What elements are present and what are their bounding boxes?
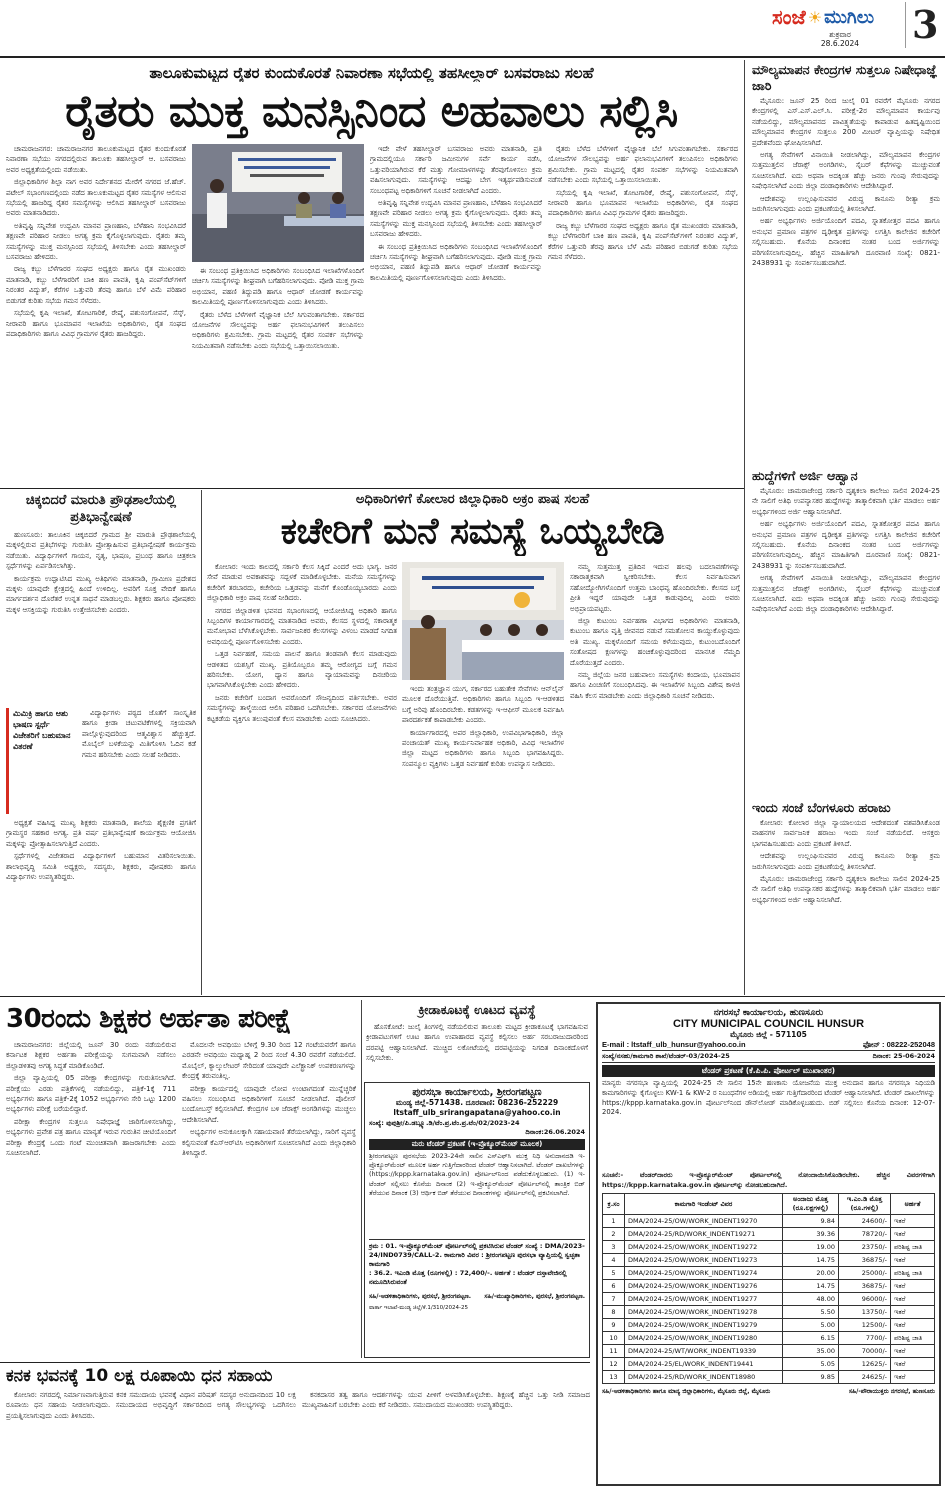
story4-para: ಪರೀಕ್ಷಾ ಕಾರ್ಯದಲ್ಲಿ ಯಾವುದೇ ಲೋಪ ಉಂಟಾಗದಂತೆ ಮುನ್ನೆಚ್ಚರಿಕೆ ವಹಿಸಲು ಸಂಬಂಧಿಸಿದ ಅಧಿಕಾರಿಗಳಿಗೆ ಸೂಚನೆ ನೀಡಲಾಗಿದೆ. ಪೊಲೀಸ್ ಬಂದೋಬಸ್ತ್ ಕಲ್ಪಿಸಲಾಗಿದೆ. ಕೇಂದ್ರಗಳ ಬಳಿ ಜೆರಾಕ್ಸ್ ಅಂಗಡಿಗಳನ್ನು ಮುಚ್ಚಲು ಆದೇಶಿಸಲಾಗಿದೆ. — [182, 1084, 356, 1124]
column-divider — [201, 490, 202, 995]
sidebar3-para: ಮೈಸೂರು: ಚಾಮರಾಜೇಂದ್ರ ಸರ್ಕಾರಿ ದೃಶ್ಯಕಲಾ ಕಾಲೇಜು ಸಾಲಿನ 2024-25 ನೇ ಸಾಲಿಗೆ ಅತಿಥಿ ಉಪನ್ಯಾಸಕರ ಹುದ್ದೆಗಳನ್ನು ತಾತ್ಕಾಲಿಕವಾಗಿ ಭರ್ತಿ ಮಾಡಲು ಅರ್ಹ ಅಭ್ಯರ್ಥಿಗಳಿಂದ ಅರ್ಜಿ ಆಹ್ವಾನಿಸಲಾಗಿದೆ. — [752, 875, 940, 904]
story5-para: ಕೋಲಾರ: ನಗರದಲ್ಲಿ ನಿರ್ಮಾಣವಾಗುತ್ತಿರುವ ಕನಕ ಸಮುದಾಯ ಭವನಕ್ಕೆ ವಿಧಾನ ಪರಿಷತ್ ಸದಸ್ಯರ ಅನುದಾನದಿಂದ 10 ಲಕ್ಷ ರೂಪಾಯಿ ಧನ ಸಹಾಯ ನೀಡಲಾಗುವುದು. ಸಮುದಾಯದ ಅಭಿವೃದ್ಧಿಗೆ ಸರ್ಕಾರದಿಂದ ಅಗತ್ಯ ಸೌಲಭ್ಯಗಳನ್ನು ಒದಗಿಸಲು ಪ್ರಯತ್ನಿಸಲಾಗುವುದು ಎಂದು ತಿಳಿಸಿದರು. — [6, 1391, 296, 1420]
table-header: ಕ್ರ.ಸಂ — [603, 1194, 625, 1215]
section-rule — [0, 488, 744, 489]
sidebar1-para: ಅಗತ್ಯ ಸೇವೆಗಳಿಗೆ ವಿನಾಯಿತಿ ನೀಡಲಾಗಿದ್ದು, ಮೌಲ್ಯಮಾಪನ ಕೇಂದ್ರಗಳ ಸುತ್ತಮುತ್ತಲಿನ ಜೆರಾಕ್ಸ್ ಅಂಗಡಿಗಳು, ಸೈಬರ್ ಕೆಫೆಗಳನ್ನು ಮುಚ್ಚುವಂತೆ ಸೂಚಿಸಲಾಗಿದೆ. ಐದು ಅಥವಾ ಅದಕ್ಕಿಂತ ಹೆಚ್ಚು ಜನರು ಗುಂಪು ಸೇರುವುದನ್ನು ನಿಷೇಧಿಸಲಾಗಿದೆ ಎಂದು ಜಿಲ್ಲಾ ದಂಡಾಧಿಕಾರಿಗಳು ಆದೇಶಿಸಿದ್ದಾರೆ. — [752, 151, 940, 191]
story3-para: ಕೋಲಾರ: ಇಂದು ಕಾಲದಲ್ಲಿ ಸರ್ಕಾರಿ ಕೆಲಸ ಸಿಕ್ಕಿದೆ ಎಂದರೆ ಅದು ಭಾಗ್ಯ. ಜನರ ಸೇವೆ ಮಾಡುವ ಅವಕಾಶವನ್ನು ಸದ್ಬಳಕೆ ಮಾಡಿಕೊಳ್ಳಬೇಕು. ಮನೆಯ ಸಮಸ್ಯೆಗಳನ್ನು ಕಚೇರಿಗೆ ತರಬಾರದು, ಕಚೇರಿಯ ಒತ್ತಡವನ್ನು ಮನೆಗೆ ಕೊಂಡೊಯ್ಯಬಾರದು ಎಂದು ಜಿಲ್ಲಾಧಿಕಾರಿ ಅಕ್ರಂ ಪಾಷ ಸಲಹೆ ನೀಡಿದರು. — [207, 563, 397, 603]
table-cell-class: ಇತರೆ — [891, 1215, 935, 1228]
table-cell-no: 3 — [603, 1241, 625, 1254]
issue-date-value: 28.6.2024 — [820, 39, 860, 48]
table-cell-class: ಪರಿಶಿಷ್ಟ ಜಾತಿ — [891, 1267, 935, 1280]
table-cell-class: ಇತರೆ — [891, 1358, 935, 1371]
story3-para: ಇಂದು ತಂತ್ರಜ್ಞಾನ ಯುಗ, ಸರ್ಕಾರದ ಬಹುತೇಕ ಸೇವೆಗಳು ಆನ್‌ಲೈನ್ ಮೂಲಕ ದೊರೆಯುತ್ತಿವೆ. ಅಧಿಕಾರಿಗಳು ಹಾಗೂ ಸಿಬ್ಬಂದಿ ಇ-ಆಡಳಿತದ ಬಗ್ಗೆ ಅರಿವು ಹೊಂದಿರಬೇಕು. ಕಡತಗಳನ್ನು ಇ-ಆಫೀಸ್ ಮೂಲಕ ನಿರ್ವಹಿಸಿ ಪಾರದರ್ಶಕತೆ ಕಾಪಾಡಬೇಕು ಎಂದರು. — [402, 685, 564, 725]
table-cell-emd: 96000/- — [839, 1293, 891, 1306]
lead-para: ಸಭೆಯಲ್ಲಿ ಕೃಷಿ ಇಲಾಖೆ, ತೋಟಗಾರಿಕೆ, ರೇಷ್ಮೆ, ಪಶುಸಂಗೋಪನೆ, ಸೆಸ್ಕ್, ನೀರಾವರಿ ಹಾಗೂ ಭೂಮಾಪನ ಇಲಾಖೆಯ ಅಧಿಕಾರಿಗಳು, ರೈತ ಸಂಘದ ಪದಾಧಿಕಾರಿಗಳು ಹಾಗೂ ವಿವಿಧ ಗ್ರಾಮಗಳ ರೈತರು ಹಾಜರಿದ್ದರು. — [548, 188, 738, 218]
ad3-sign2: ಸಹಿ/-ಪೌರಾಯುಕ್ತರು ನಗರಸಭೆ, ಹುಣಸೂರು — [848, 1388, 935, 1395]
table-cell-indent: DMA/2024-25/EL/WORK_INDENT19441 — [625, 1358, 783, 1371]
table-row — [603, 1254, 935, 1267]
table-cell-indent: DMA/2024-25/RD/WORK_INDENT18980 — [625, 1371, 783, 1384]
table-cell-no: 1 — [603, 1215, 625, 1228]
story3-headline: ಕಚೇರಿಗೆ ಮನೆ ಸಮಸ್ಯೆ ಒಯ್ಯಬೇಡಿ — [280, 511, 665, 552]
story3-para: ಜಿಲ್ಲಾ ಕುಟುಂಬ ನಿರ್ವಹಣಾ ವಿಭಾಗದ ಅಧಿಕಾರಿಗಳು ಮಾತನಾಡಿ, ಕುಟುಂಬ ಹಾಗೂ ವೃತ್ತಿ ಜೀವನದ ನಡುವೆ ಸಮತೋಲನ ಕಾಯ್ದುಕೊಳ್ಳುವುದು ಅತಿ ಮುಖ್ಯ. ಮಕ್ಕಳೊಂದಿಗೆ ಸಮಯ ಕಳೆಯುವುದು, ಕುಟುಂಬದೊಂದಿಗೆ ಸಂತೋಷದ ಕ್ಷಣಗಳನ್ನು ಹಂಚಿಕೊಳ್ಳುವುದರಿಂದ ಮಾನಸಿಕ ನೆಮ್ಮದಿ ದೊರೆಯುತ್ತದೆ ಎಂದರು. — [570, 617, 740, 667]
ad3-sign1: ಸಹಿ/-ಆಡಳಿತಾಧಿಕಾರಿಗಳು ಹಾಗೂ ಮಾನ್ಯ ಜಿಲ್ಲಾಧಿಕಾರಿಗಳು, ಮೈಸೂರು ಜಿಲ್ಲೆ, ಮೈಸೂರು — [602, 1388, 771, 1395]
table-cell-indent: DMA/2024-25/OW/WORK_INDENT19276 — [625, 1280, 783, 1293]
story2-caption: ಮಿಮಿಕ್ರಿ ಹಾಗೂ ಆಶು ಭಾಷಣ ಸ್ಪರ್ಧೆ ವಿಜೇತರಿಗೆ ಬಹುಮಾನ ವಿತರಣೆ — [6, 708, 78, 814]
ad1-para: ಹೊಸಕೋಟೆ: ಜುಲೈ ತಿಂಗಳಲ್ಲಿ ನಡೆಯಲಿರುವ ತಾಲೂಕು ಮಟ್ಟದ ಕ್ರೀಡಾಕೂಟಕ್ಕೆ ಭಾಗವಹಿಸುವ ಕ್ರೀಡಾಪಟುಗಳಿಗೆ ಊಟ ಹಾಗೂ ಉಪಾಹಾರದ ವ್ಯವಸ್ಥೆ ಕಲ್ಪಿಸಲು ಅರ್ಹ ಸರಬರಾಜುದಾರರಿಂದ ದರಪಟ್ಟಿ ಆಹ್ವಾನಿಸಲಾಗಿದೆ. ಮುಚ್ಚಿದ ಲಕೋಟೆಯಲ್ಲಿ ದರಪಟ್ಟಿಯನ್ನು ನಿಗದಿತ ದಿನಾಂಕದೊಳಗೆ ಸಲ್ಲಿಸಬೇಕು. — [366, 1023, 588, 1063]
lead-para: ಈ ಸಂಬಂಧ ಪ್ರತಿಕ್ರಿಯಿಸಿದ ಅಧಿಕಾರಿಗಳು ಸಂಬಂಧಿಸಿದ ಇಲಾಖೆಗಳೊಂದಿಗೆ ಚರ್ಚಿಸಿ ಸಮಸ್ಯೆಗಳನ್ನು ಶೀಘ್ರವಾಗಿ ಬಗೆಹರಿಸಲಾಗುವುದು. ಪೋಡಿ ಮುಕ್ತ ಗ್ರಾಮ ಅಭಿಯಾನ, ಪಹಣಿ ತಿದ್ದುಪಡಿ ಹಾಗೂ ಆಧಾರ್ ಜೋಡಣೆ ಕಾರ್ಯವನ್ನು ಕಾಲಮಿತಿಯಲ್ಲಿ ಪೂರ್ಣಗೊಳಿಸಲಾಗುವುದು ಎಂದು ತಿಳಿಸಿದರು. — [192, 267, 364, 307]
table-cell-no: 8 — [603, 1306, 625, 1319]
story3-para: ಕಾರ್ಯಾಗಾರದಲ್ಲಿ ಅಪರ ಜಿಲ್ಲಾಧಿಕಾರಿ, ಉಪವಿಭಾಗಾಧಿಕಾರಿ, ಜಿಲ್ಲಾ ಪಂಚಾಯತ್ ಮುಖ್ಯ ಕಾರ್ಯನಿರ್ವಾಹಕ ಅಧಿಕಾರಿ, ವಿವಿಧ ಇಲಾಖೆಗಳ ಜಿಲ್ಲಾ ಮಟ್ಟದ ಅಧಿಕಾರಿಗಳು ಹಾಗೂ ಸಿಬ್ಬಂದಿ ಭಾಗವಹಿಸಿದ್ದರು. ಸಂಪನ್ಮೂಲ ವ್ಯಕ್ತಿಗಳು ಒತ್ತಡ ನಿರ್ವಹಣೆ ಕುರಿತು ಉಪನ್ಯಾಸ ನೀಡಿದರು. — [402, 728, 564, 768]
sidebar3-body — [752, 818, 940, 993]
lead-para: ಅತಿವೃಷ್ಟಿ ಸನ್ನಿವೇಶ ಉದ್ಭವಿಸಿ ಮಾನವ ಪ್ರಾಣಹಾನಿ, ಬೆಳೆಹಾನಿ ಸಂಭವಿಸಿದರೆ ತಕ್ಷಣವೇ ಪರಿಹಾರ ನೀಡಲು ಅಗತ್ಯ ಕ್ರಮ ಕೈಗೊಳ್ಳಲಾಗುವುದು. ರೈತರು ತಮ್ಮ ಸಮಸ್ಯೆಗಳನ್ನು ಮುಕ್ತ ಮನಸ್ಸಿನಿಂದ ಸಭೆಯಲ್ಲಿ ತಿಳಿಸಬೇಕು ಎಂದು ತಹಸೀಲ್ದಾರ್ ಬಸವರಾಜು ಹೇಳಿದರು. — [6, 221, 186, 262]
story3-col3 — [570, 562, 740, 982]
table-cell-amount: 39.36 — [783, 1228, 839, 1241]
table-header: ಕಾಮಗಾರಿ ಇಂಡೆಂಟ್ ವಿವರ — [625, 1194, 783, 1215]
table-header: ಅಂದಾಜು ಮೊತ್ತ (ರೂ.ಲಕ್ಷಗಳಲ್ಲಿ) — [783, 1194, 839, 1215]
story3-kicker: ಅಧಿಕಾರಿಗಳಿಗೆ ಕೋಲಾರ ಜಿಲ್ಲಾಧಿಕಾರಿ ಅಕ್ರಂ ಪಾಷ ಸಲಹೆ — [355, 492, 590, 507]
story5-col2 — [302, 1390, 590, 1486]
table-cell-class: ಇತರೆ — [891, 1254, 935, 1267]
ad3-tender-box — [596, 1002, 941, 1486]
sidebar1-headline: ಮೌಲ್ಯಮಾಪನ ಕೇಂದ್ರಗಳ ಸುತ್ತಲೂ ನಿಷೇಧಾಜ್ಞೆ ಜಾರಿ — [752, 62, 938, 93]
ad2-row2: : 36.2. ಇಎಂಡಿ ಮೊತ್ತ (ರೂಗಳಲ್ಲಿ) : 72,400/-. ಅರ್ಹತೆ : ಟೆಂಡರ್ ದಸ್ತಾವೇಜಿನಲ್ಲಿ ನಮೂದಿಸಿರುವಂತೆ — [369, 1269, 567, 1286]
ad2-footer: ವಾರ್ತಾ ಇಲಾಖೆ-ಮಂಡ್ಯ ಜಿಲ್ಲೆ/ಕೆ.1/310/2024-25 — [369, 1305, 469, 1311]
lead-para: ರೈತರು ಬೆಳೆದ ಬೆಳೆಗಳಿಗೆ ವೈಜ್ಞಾನಿಕ ಬೆಲೆ ಸಿಗುವಂತಾಗಬೇಕು. ಸರ್ಕಾರದ ಯೋಜನೆಗಳ ಸೌಲಭ್ಯವನ್ನು ಅರ್ಹ ಫಲಾನುಭವಿಗಳಿಗೆ ತಲುಪಿಸಲು ಅಧಿಕಾರಿಗಳು ಶ್ರಮಿಸಬೇಕು. ಗ್ರಾಮ ಮಟ್ಟದಲ್ಲಿ ರೈತರ ಸಂಪರ್ಕ ಸಭೆಗಳನ್ನು ನಿಯಮಿತವಾಗಿ ನಡೆಸಬೇಕು ಎಂದು ಸಭೆಯಲ್ಲಿ ಒತ್ತಾಯಿಸಲಾಯಿತು. — [192, 310, 364, 350]
lead-col4 — [548, 144, 738, 484]
ad3-banner: ಟೆಂಡರ್ ಪ್ರಕಟಣೆ (ಕೆ.ಪಿ.ಪಿ. ಪೋರ್ಟಲ್ ಮುಖಾಂತರ) — [602, 1065, 935, 1077]
table-cell-indent: DMA/2024-25/OW/WORK_INDENT19270 — [625, 1215, 783, 1228]
sidebar1-body — [752, 96, 940, 462]
table-header: ಅರ್ಹತೆ — [891, 1194, 935, 1215]
story2-para: ಅಧ್ಯಕ್ಷತೆ ವಹಿಸಿದ್ದ ಮುಖ್ಯ ಶಿಕ್ಷಕರು ಮಾತನಾಡಿ, ಶಾಲೆಯ ಶೈಕ್ಷಣಿಕ ಪ್ರಗತಿಗೆ ಗ್ರಾಮಸ್ಥರ ಸಹಕಾರ ಅಗತ್ಯ. ಪ್ರತಿ ವರ್ಷ ಪ್ರತಿಭಾನ್ವೇಷಣೆ ಕಾರ್ಯಕ್ರಮ ಆಯೋಜಿಸಿ ಮಕ್ಕಳನ್ನು ಪ್ರೋತ್ಸಾಹಿಸಲಾಗುತ್ತಿದೆ ಎಂದರು. — [6, 819, 196, 848]
ad2-address: ಮಂಡ್ಯ ಜಿಲ್ಲೆ-571438. ದೂರವಾಣಿ: 08236-252229 — [395, 1098, 559, 1107]
table-row — [603, 1215, 935, 1228]
table-row — [603, 1228, 935, 1241]
ad3-note: ಸೂಚನೆ:- ಟೆಂಡರ್‌ದಾರರು ಇ-ಪ್ರೊಕ್ಯೂರ್‌ಮೆಂಟ್ ಪೋರ್ಟಲ್‌ನಲ್ಲಿ ನೋಂದಾಯಿಸಿಕೊಂಡಿರಬೇಕು. ಹೆಚ್ಚಿನ ವಿವರಗಳಿಗಾಗಿ https://kppp.karnataka.gov.in ಪೋರ್ಟಲ್‌ನ್ನು ನೋಡಬಹುದಾಗಿದೆ. — [602, 1171, 935, 1189]
table-cell-class: ಪರಿಶಿಷ್ಟ ಜಾತಿ — [891, 1241, 935, 1254]
ad2-email: ltstaff_ulb_srirangapatana@yahoo.co.in — [393, 1108, 561, 1117]
sidebar3-para: ಕೋಲಾರ: ಕೋಲಾರ ಜಿಲ್ಲಾ ನ್ಯಾಯಾಲಯದ ಆದೇಶದಂತೆ ವಶಪಡಿಸಿಕೊಂಡ ವಾಹನಗಳ ಸಾರ್ವಜನಿಕ ಹರಾಜು ಇಂದು ಸಂಜೆ ನಡೆಯಲಿದೆ. ಆಸಕ್ತರು ಭಾಗವಹಿಸಬಹುದು ಎಂದು ಪ್ರಕಟಣೆ ತಿಳಿಸಿದೆ. — [752, 819, 940, 848]
ad1-body — [366, 1022, 588, 1078]
lead-para: ಸಭೆಯಲ್ಲಿ ಕೃಷಿ ಇಲಾಖೆ, ತೋಟಗಾರಿಕೆ, ರೇಷ್ಮೆ, ಪಶುಸಂಗೋಪನೆ, ಸೆಸ್ಕ್, ನೀರಾವರಿ ಹಾಗೂ ಭೂಮಾಪನ ಇಲಾಖೆಯ ಅಧಿಕಾರಿಗಳು, ರೈತ ಸಂಘದ ಪದಾಧಿಕಾರಿಗಳು ಹಾಗೂ ವಿವಿಧ ಗ್ರಾಮಗಳ ರೈತರು ಹಾಜರಿದ್ದರು. — [6, 309, 186, 338]
table-cell-no: 5 — [603, 1267, 625, 1280]
table-cell-no: 4 — [603, 1254, 625, 1267]
lead-para: ಚಾಮರಾಜನಗರ: ಚಾಮರಾಜನಗರ ತಾಲೂಕುಮಟ್ಟದ ರೈತರ ಕುಂದುಕೊರತೆ ನಿವಾರಣಾ ಸಭೆಯು ನಗರದಲ್ಲಿರುವ ತಾಲೂಕು ತಹಸೀಲ್ದಾರ್ ಆ. ಬಸವರಾಜು ಅವರ ಅಧ್ಯಕ್ಷತೆಯಲ್ಲಿಂದು ನಡೆಯಿತು. — [6, 145, 186, 174]
table-cell-class: ಇತರೆ — [891, 1228, 935, 1241]
ad2-banner: ಮರು ಟೆಂಡರ್ ಪ್ರಕಟಣೆ (ಇ-ಪ್ರೊಕ್ಯೂರ್‌ಮೆಂಟ್ ಮೂಲಕ) — [369, 1139, 585, 1150]
table-cell-indent: DMA/2024-25/OW/WORK_INDENT19280 — [625, 1332, 783, 1345]
table-cell-class: ಇತರೆ — [891, 1319, 935, 1332]
story3-para: ನಗರದ ಜಿಲ್ಲಾಡಳಿತ ಭವನದ ಸಭಾಂಗಣದಲ್ಲಿ ಆಯೋಜಿಸಿದ್ದ ಅಧಿಕಾರಿ ಹಾಗೂ ಸಿಬ್ಬಂದಿಗಳ ಕಾರ್ಯಾಗಾರದಲ್ಲಿ ಮಾತನಾಡಿದ ಅವರು, ಕೆಲಸದ ಸ್ಥಳದಲ್ಲಿ ಸಕಾರಾತ್ಮಕ ಮನೋಭಾವ ಬೆಳೆಸಿಕೊಳ್ಳಬೇಕು. ಸಾರ್ವಜನಿಕರ ಕೆಲಸಗಳನ್ನು ವಿಳಂಬ ಮಾಡದೆ ನಿಗದಿತ ಅವಧಿಯಲ್ಲಿ ಪೂರ್ಣಗೊಳಿಸಬೇಕು ಎಂದರು. — [207, 606, 397, 646]
story2-para: ಕಾರ್ಯಕ್ರಮ ಉದ್ಘಾಟಿಸಿದ ಮುಖ್ಯ ಅತಿಥಿಗಳು ಮಾತನಾಡಿ, ಗ್ರಾಮೀಣ ಪ್ರದೇಶದ ಮಕ್ಕಳು ಯಾವುದೇ ಕ್ಷೇತ್ರದಲ್ಲಿ ಹಿಂದೆ ಉಳಿದಿಲ್ಲ. ಅವರಿಗೆ ಸೂಕ್ತ ವೇದಿಕೆ ಹಾಗೂ ಮಾರ್ಗದರ್ಶನ ದೊರೆತರೆ ಉನ್ನತ ಸಾಧನೆ ಮಾಡಬಲ್ಲರು. ಶಿಕ್ಷಕರು ಹಾಗೂ ಪೋಷಕರು ಮಕ್ಕಳ ಆಸಕ್ತಿಯನ್ನು ಗುರುತಿಸಿ ಉತ್ತೇಜಿಸಬೇಕು ಎಂದರು. — [6, 574, 196, 614]
table-cell-emd: 12500/- — [839, 1319, 891, 1332]
table-cell-emd: 70000/- — [839, 1345, 891, 1358]
table-cell-emd: 24600/- — [839, 1215, 891, 1228]
lead-para: ಅತಿವೃಷ್ಟಿ ಸನ್ನಿವೇಶ ಉದ್ಭವಿಸಿ ಮಾನವ ಪ್ರಾಣಹಾನಿ, ಬೆಳೆಹಾನಿ ಸಂಭವಿಸಿದರೆ ತಕ್ಷಣವೇ ಪರಿಹಾರ ನೀಡಲು ಅಗತ್ಯ ಕ್ರಮ ಕೈಗೊಳ್ಳಲಾಗುವುದು. ರೈತರು ತಮ್ಮ ಸಮಸ್ಯೆಗಳನ್ನು ಮುಕ್ತ ಮನಸ್ಸಿನಿಂದ ಸಭೆಯಲ್ಲಿ ತಿಳಿಸಬೇಕು ಎಂದು ತಹಸೀಲ್ದಾರ್ ಬಸವರಾಜು ಹೇಳಿದರು. — [370, 199, 542, 239]
story2-headline: ಚಿಕ್ಕಬಿದರೆ ಮಾರುತಿ ಪ್ರೌಢಶಾಲೆಯಲ್ಲಿ ಪ್ರತಿಭಾನ್ವೇಷಣೆ — [25, 493, 177, 525]
table-cell-indent: DMA/2024-25/OW/WORK_INDENT19272 — [625, 1241, 783, 1254]
table-cell-amount: 35.00 — [783, 1345, 839, 1358]
ad2-row1: ಕ್ರಮ : 01. ಇ-ಪ್ರೊಕ್ಯೂರ್‌ಮೆಂಟ್ ಪೋರ್ಟಲ್‌ನಲ್ಲಿ ಪ್ರಕಟಿಸಿರುವ ಟೆಂಡರ್ ಸಂಖ್ಯೆ : DMA/2023-24/IND0739/CALL-2. ಕಾಮಗಾರಿ ವಿವರ : ಶ್ರೀರಂಗಪಟ್ಟಣ ಪುರಸಭಾ ವ್ಯಾಪ್ತಿಯಲ್ಲಿ ಸ್ವಚ್ಛತಾ ಕಾಮಗಾರಿ — [369, 1239, 585, 1269]
table-row — [603, 1306, 935, 1319]
lead-col1 — [6, 144, 186, 484]
table-cell-indent: DMA/2024-25/OW/WORK_INDENT19273 — [625, 1254, 783, 1267]
table-cell-no: 6 — [603, 1280, 625, 1293]
story2-body-bottom — [6, 818, 196, 978]
lead-kicker: ತಾಲೂಕುಮಟ್ಟದ ರೈತರ ಕುಂದುಕೊರತೆ ನಿವಾರಣಾ ಸಭೆಯಲ್ಲಿ ತಹಸೀಲ್ದಾರ್ ಬಸವರಾಜು ಸಲಹೆ — [149, 64, 594, 82]
table-cell-amount: 5.50 — [783, 1306, 839, 1319]
story4-para: ಪರೀಕ್ಷಾ ಕೇಂದ್ರಗಳ ಸುತ್ತಲೂ ನಿಷೇಧಾಜ್ಞೆ ಜಾರಿಗೊಳಿಸಲಾಗಿದ್ದು, ಅಭ್ಯರ್ಥಿಗಳು ಪ್ರವೇಶ ಪತ್ರ ಹಾಗೂ ಮಾನ್ಯತೆ ಇರುವ ಗುರುತಿನ ಚೀಟಿಯೊಂದಿಗೆ ಪರೀಕ್ಷಾ ಕೇಂದ್ರಕ್ಕೆ ಒಂದು ಗಂಟೆ ಮುಂಚಿತವಾಗಿ ಹಾಜರಾಗಬೇಕು ಎಂದು ಸೂಚಿಸಲಾಗಿದೆ. — [6, 1117, 176, 1158]
page-number: 3 — [905, 2, 938, 48]
issue-day: ಶುಕ್ರವಾರ — [829, 30, 851, 39]
table-cell-amount: 9.85 — [783, 1371, 839, 1384]
lead-para: ಈ ಸಂಬಂಧ ಪ್ರತಿಕ್ರಿಯಿಸಿದ ಅಧಿಕಾರಿಗಳು ಸಂಬಂಧಿಸಿದ ಇಲಾಖೆಗಳೊಂದಿಗೆ ಚರ್ಚಿಸಿ ಸಮಸ್ಯೆಗಳನ್ನು ಶೀಘ್ರವಾಗಿ ಬಗೆಹರಿಸಲಾಗುವುದು. ಪೋಡಿ ಮುಕ್ತ ಗ್ರಾಮ ಅಭಿಯಾನ, ಪಹಣಿ ತಿದ್ದುಪಡಿ ಹಾಗೂ ಆಧಾರ್ ಜೋಡಣೆ ಕಾರ್ಯವನ್ನು ಕಾಲಮಿತಿಯಲ್ಲಿ ಪೂರ್ಣಗೊಳಿಸಲಾಗುವುದು ಎಂದು ತಿಳಿಸಿದರು. — [370, 242, 542, 282]
sidebar1-para: ಮೈಸೂರು: ಜೂನ್ 25 ರಿಂದ ಜುಲೈ 01 ರವರೆಗೆ ಮೈಸೂರು ನಗರದ ಕೇಂದ್ರಗಳಲ್ಲಿ ಎಸ್.ಎಸ್.ಎಲ್.ಸಿ. ಪರೀಕ್ಷೆ-2ರ ಮೌಲ್ಯಮಾಪನ ಕಾರ್ಯವು ನಡೆಯಲಿದ್ದು, ಮೌಲ್ಯಮಾಪನದ ಪಾವಿತ್ರ್ಯತೆಯನ್ನು ಕಾಪಾಡುವ ಹಿತದೃಷ್ಟಿಯಿಂದ ಮೌಲ್ಯಮಾಪನ ಕೇಂದ್ರಗಳ ಸುತ್ತಲೂ 200 ಮೀಟರ್ ವ್ಯಾಪ್ತಿಯನ್ನು ನಿಷೇಧಿತ ಪ್ರದೇಶವೆಂದು ಘೋಷಿಸಲಾಗಿದೆ. — [752, 97, 940, 147]
table-cell-amount: 5.00 — [783, 1319, 839, 1332]
story3-para: ಒತ್ತಡ ನಿರ್ವಹಣೆ, ಸಮಯ ಪಾಲನೆ ಹಾಗೂ ತಂಡವಾಗಿ ಕೆಲಸ ಮಾಡುವುದು ಆಡಳಿತದ ಯಶಸ್ಸಿಗೆ ಮುಖ್ಯ. ಪ್ರತಿಯೊಬ್ಬರೂ ತಮ್ಮ ಆರೋಗ್ಯದ ಬಗ್ಗೆ ಗಮನ ಹರಿಸಬೇಕು. ಯೋಗ, ಧ್ಯಾನ ಹಾಗೂ ವ್ಯಾಯಾಮವನ್ನು ದಿನಚರಿಯ ಭಾಗವಾಗಿಸಿಕೊಳ್ಳಬೇಕು ಎಂದು ಹೇಳಿದರು. — [207, 650, 397, 690]
story3-photo — [402, 562, 564, 680]
story3-para: ನಮ್ಮ ಸುತ್ತಮುತ್ತ ಪ್ರತಿದಿನ ಇದುವ ಹಲವು ಬದಲಾವಣೆಗಳನ್ನು ಸಕಾರಾತ್ಮಕವಾಗಿ ಸ್ವೀಕರಿಸಬೇಕು. ಕೆಲಸ ನಿರ್ವಹಿಸುವಾಗ ಸಹೋದ್ಯೋಗಿಗಳೊಂದಿಗೆ ಉತ್ತಮ ಬಾಂಧವ್ಯ ಹೊಂದಿರಬೇಕು. ಕೆಲಸದ ಬಗ್ಗೆ ಪ್ರೀತಿ ಇದ್ದರೆ ಯಾವುದೇ ಒತ್ತಡ ಕಾಡುವುದಿಲ್ಲ ಎಂದು ಅವರು ಅಭಿಪ್ರಾಯಪಟ್ಟರು. — [570, 563, 740, 613]
table-cell-amount: 48.00 — [783, 1293, 839, 1306]
table-cell-no: 11 — [603, 1345, 625, 1358]
lead-col3 — [370, 144, 542, 484]
lead-para: ಇದೇ ವೇಳೆ ತಹಸೀಲ್ದಾರ್ ಬಸವರಾಜು ಅವರು ಮಾತನಾಡಿ, ಪ್ರತಿ ಗ್ರಾಮದಲ್ಲಿಯೂ ಸರ್ಕಾರಿ ಜಮೀನುಗಳ ಸರ್ವೆ ಕಾರ್ಯ ನಡೆಸಿ, ಒತ್ತುವರಿಯಾಗಿರುವ ಕೆರೆ ಮತ್ತು ಗೋಮಾಳಗಳನ್ನು ತೆರವುಗೊಳಿಸಲು ಕ್ರಮ ವಹಿಸಲಾಗುವುದು. ಸಮಸ್ಯೆಗಳನ್ನು ಆದಷ್ಟು ಬೇಗ ಇತ್ಯರ್ಥಪಡಿಸುವಂತೆ ಸಂಬಂಧಪಟ್ಟ ಅಧಿಕಾರಿಗಳಿಗೆ ಸೂಚನೆ ನೀಡಲಾಗಿದೆ ಎಂದರು. — [370, 145, 542, 195]
table-cell-emd: 7700/- — [839, 1332, 891, 1345]
newspaper-logo — [772, 4, 900, 30]
lead-para: ಜಿಲ್ಲಾಧಿಕಾರಿಗಳ ಶಿಲ್ಪಾ ನಾಗ ಅವರ ನಿರ್ದೇಶನದ ಮೇರೆಗೆ ನಗರದ ಜೆ.ಹೆಚ್. ಪಟೇಲ್ ಸಭಾಂಗಣದಲ್ಲಿಂದು ನಡೆದ ತಾಲೂಕುಮಟ್ಟದ ರೈತರ ಸಮಸ್ಯೆಗಳ ಆಲಿಸುವ ಸಭೆಯಲ್ಲಿ ಹಾಜರಿದ್ದ ರೈತರ ಸಮಸ್ಯೆಗಳನ್ನು ಆಲಿಸಿದ ತಹಸೀಲ್ದಾರ್ ಬಸವರಾಜು ಅವರು ಮಾತನಾಡಿದರು. — [6, 178, 186, 218]
column-divider — [361, 1000, 362, 1358]
table-row — [603, 1358, 935, 1371]
table-cell-amount: 19.00 — [783, 1241, 839, 1254]
ad2-ref: ಸಂಖ್ಯೆ: ಪುಪುಶ್ರೀ/ಪಿ.ಡಬ್ಲ್ಯೂ.ಡಿ/ಟೆಂ.ಪ್ರ.ಟೆಂ.ಪ್ರ.ಟೆಂ/02/2023-24 — [369, 1119, 520, 1127]
table-cell-emd: 23750/- — [839, 1241, 891, 1254]
ad3-date: ದಿನಾಂಕ: 25-06-2024 — [872, 1052, 935, 1060]
ad3-phone: ಫೋನ್ : 08222-252048 — [862, 1040, 935, 1049]
story2-para: ಸ್ಪರ್ಧೆಗಳಲ್ಲಿ ವಿಜೇತರಾದ ವಿದ್ಯಾರ್ಥಿಗಳಿಗೆ ಬಹುಮಾನ ವಿತರಿಸಲಾಯಿತು. ಶಾಲಾಭಿವೃದ್ಧಿ ಸಮಿತಿ ಅಧ್ಯಕ್ಷರು, ಸದಸ್ಯರು, ಶಿಕ್ಷಕರು, ಪೋಷಕರು ಹಾಗೂ ವಿದ್ಯಾರ್ಥಿಗಳು ಉಪಸ್ಥಿತರಿದ್ದರು. — [6, 852, 196, 882]
table-row — [603, 1280, 935, 1293]
table-cell-amount: 6.15 — [783, 1332, 839, 1345]
sidebar3-headline: ಇಂದು ಸಂಜೆ ಬೆಂಗಳೂರು ಹರಾಜು — [752, 800, 891, 815]
table-cell-indent: DMA/2024-25/RD/WORK_INDENT19271 — [625, 1228, 783, 1241]
issue-date — [790, 30, 890, 48]
table-cell-emd: 24625/- — [839, 1371, 891, 1384]
table-cell-indent: DMA/2024-25/OW/WORK_INDENT19279 — [625, 1319, 783, 1332]
table-cell-no: 12 — [603, 1358, 625, 1371]
ad3-body: ಮಾನ್ಯರು ನಗರಸಭಾ ವ್ಯಾಪ್ತಿಯಲ್ಲಿ 2024-25 ನೇ ಸಾಲಿನ 15ನೇ ಹಣಕಾಸು ಯೋಜನೆಯ ಮುಕ್ತ ಅನುದಾನ ಹಾಗೂ ನಗರಸಭಾ ನಿಧಿಯಡಿ ಕಾಮಗಾರಿಗಳನ್ನು ಕೈಗೊಳ್ಳಲು KW-1 & KW-2 ರ ನಿಬಂಧನೆಗಳ ಅಡಿಯಲ್ಲಿ ಅರ್ಹ ಗುತ್ತಿಗೆದಾರರಿಂದ ಟೆಂಡರ್ ಆಹ್ವಾನಿಸಲಾಗಿದೆ. ಟೆಂಡರ್ ದಾಖಲೆಗಳನ್ನು https://kppp.karnataka.gov.in ಪೋರ್ಟಲ್‌ನಿಂದ ಡೌನ್‌ಲೋಡ್ ಮಾಡಿಕೊಳ್ಳಬಹುದು. ಬಿಡ್ ಸಲ್ಲಿಸಲು ಕೊನೆಯ ದಿನಾಂಕ: 12-07-2024. — [602, 1079, 935, 1117]
sidebar2-body — [752, 486, 940, 792]
story4-col2 — [182, 1040, 356, 1358]
table-cell-emd: 78720/- — [839, 1228, 891, 1241]
ad2-sign1: ಸಹಿ/-ಆಡಳಿತಾಧಿಕಾರಿಗಳು, ಪುರಸಭೆ, ಶ್ರೀರಂಗಪಟ್ಟಣ. — [369, 1293, 472, 1300]
story3-para: ನಮ್ಮ ಜಿಲ್ಲೆಯ ಜನರ ಬಹುಪಾಲು ಸಮಸ್ಯೆಗಳು ಕಂದಾಯ, ಭೂಮಾಪನ ಹಾಗೂ ಪಿಂಚಣಿಗೆ ಸಂಬಂಧಿಸಿದವು. ಈ ಇಲಾಖೆಗಳ ಸಿಬ್ಬಂದಿ ವಿಶೇಷ ಕಾಳಜಿ ವಹಿಸಿ ಕೆಲಸ ಮಾಡಬೇಕು ಎಂದು ಜಿಲ್ಲಾಧಿಕಾರಿ ಸೂಚನೆ ನೀಡಿದರು. — [570, 671, 740, 700]
ad3-district: ಮೈಸೂರು ಜಿಲ್ಲೆ - 571105 — [730, 1030, 807, 1039]
table-cell-class: ಇತರೆ — [891, 1371, 935, 1384]
table-header: ಇ.ಎಂ.ಡಿ ಮೊತ್ತ (ರೂ.ಗಳಲ್ಲಿ) — [839, 1194, 891, 1215]
ad3-ref: ಸಂಖ್ಯೆ/ನಸಹು/ಕಾಮಗಾರಿ ಶಾಖೆ/ಟೆಂಡರ್-03/2024-25 — [602, 1052, 730, 1060]
ad2-body: ಶ್ರೀರಂಗಪಟ್ಟಣ ಪುರಸಭೆಯ 2023-24ನೇ ಸಾಲಿನ ಎಸ್‌ಎಫ್‌ಸಿ ಮುಕ್ತ ನಿಧಿ ಅನುದಾನದಡಿ ಇ-ಪ್ರೊಕ್ಯೂರ್‌ಮೆಂಟ್ ಮೂಲಕ ಅರ್ಹ ಗುತ್ತಿಗೆದಾರರಿಂದ ಟೆಂಡರ್ ಆಹ್ವಾನಿಸಲಾಗಿದೆ. ಟೆಂಡರ್ ದಾಖಲೆಗಳನ್ನು (https://kppp.karnataka.gov.in) ಪೋರ್ಟಲ್‌ನಿಂದ ಪಡೆದುಕೊಳ್ಳಬಹುದು. (1) ಇ-ಟೆಂಡರ್ ಸಲ್ಲಿಸಲು ಕೊನೆಯ ದಿನಾಂಕ (2) ಇ-ಪ್ರೊಕ್ಯೂರ್‌ಮೆಂಟ್ ಪೋರ್ಟಲ್‌ನಲ್ಲಿ ತಾಂತ್ರಿಕ ಬಿಡ್ ತೆರೆಯುವ ದಿನಾಂಕ (3) ಆರ್ಥಿಕ ಬಿಡ್ ತೆರೆಯುವ ದಿನಾಂಕಗಳನ್ನು ಪೋರ್ಟಲ್‌ನಲ್ಲಿ ಪ್ರಕಟಿಸಲಾಗಿದೆ. — [369, 1152, 585, 1197]
ad3-tender-table — [602, 1193, 935, 1384]
sun-icon: ☀ — [807, 7, 823, 27]
story4-para: ಚಾಮರಾಜನಗರ: ಜಿಲ್ಲೆಯಲ್ಲಿ ಜೂನ್ 30 ರಂದು ನಡೆಯಲಿರುವ ಕರ್ನಾಟಕ ಶಿಕ್ಷಕರ ಅರ್ಹತಾ ಪರೀಕ್ಷೆಯನ್ನು ಸುಗಮವಾಗಿ ನಡೆಸಲು ಜಿಲ್ಲಾಡಳಿತವು ಅಗತ್ಯ ಸಿದ್ಧತೆ ಮಾಡಿಕೊಂಡಿದೆ. — [6, 1041, 176, 1070]
ad2-date: ದಿನಾಂಕ:26.06.2024 — [525, 1128, 585, 1136]
table-cell-indent: DMA/2024-25/OW/WORK_INDENT19274 — [625, 1267, 783, 1280]
ad3-org-kn: ನಗರಸಭೆ ಕಾರ್ಯಾಲಯ, ಹುಣಸೂರು — [713, 1008, 824, 1018]
table-cell-emd: 25000/- — [839, 1267, 891, 1280]
ad2-sign2: ಸಹಿ/-ಮುಖ್ಯಾಧಿಕಾರಿಗಳು, ಪುರಸಭೆ, ಶ್ರೀರಂಗಪಟ್ಟಣ. — [484, 1293, 585, 1300]
story4-para: ಮೊದಲನೇ ಅವಧಿಯು ಬೆಳಿಗ್ಗೆ 9.30 ರಿಂದ 12 ಗಂಟೆಯವರೆಗೆ ಹಾಗೂ ಎರಡನೇ ಅವಧಿಯು ಮಧ್ಯಾಹ್ನ 2 ರಿಂದ ಸಂಜೆ 4.30 ರವರೆಗೆ ನಡೆಯಲಿದೆ. ಮೊಬೈಲ್, ಕ್ಯಾಲ್ಕುಲೇಟರ್ ಸೇರಿದಂತೆ ಯಾವುದೇ ಎಲೆಕ್ಟ್ರಾನಿಕ್ ಉಪಕರಣಗಳನ್ನು ಕೇಂದ್ರಕ್ಕೆ ತರುವಂತಿಲ್ಲ. — [182, 1041, 356, 1081]
lead-photo — [192, 144, 364, 262]
table-row — [603, 1241, 935, 1254]
table-row — [603, 1293, 935, 1306]
table-cell-no: 10 — [603, 1332, 625, 1345]
table-cell-class: ಇತರೆ — [891, 1293, 935, 1306]
table-cell-class: ಇತರೆ — [891, 1306, 935, 1319]
story2-body-top — [6, 530, 196, 700]
sidebar2-para: ಅಗತ್ಯ ಸೇವೆಗಳಿಗೆ ವಿನಾಯಿತಿ ನೀಡಲಾಗಿದ್ದು, ಮೌಲ್ಯಮಾಪನ ಕೇಂದ್ರಗಳ ಸುತ್ತಮುತ್ತಲಿನ ಜೆರಾಕ್ಸ್ ಅಂಗಡಿಗಳು, ಸೈಬರ್ ಕೆಫೆಗಳನ್ನು ಮುಚ್ಚುವಂತೆ ಸೂಚಿಸಲಾಗಿದೆ. ಐದು ಅಥವಾ ಅದಕ್ಕಿಂತ ಹೆಚ್ಚು ಜನರು ಗುಂಪು ಸೇರುವುದನ್ನು ನಿಷೇಧಿಸಲಾಗಿದೆ ಎಂದು ಜಿಲ್ಲಾ ದಂಡಾಧಿಕಾರಿಗಳು ಆದೇಶಿಸಿದ್ದಾರೆ. — [752, 574, 940, 614]
lead-headline: ರೈತರು ಮುಕ್ತ ಮನಸ್ಸಿನಿಂದ ಅಹವಾಲು ಸಲ್ಲಿಸಿ — [65, 86, 678, 137]
sidebar3-para: ಆದೇಶವನ್ನು ಉಲ್ಲಂಘಿಸುವವರ ವಿರುದ್ಧ ಕಾನೂನು ರೀತ್ಯಾ ಕ್ರಮ ಜರುಗಿಸಲಾಗುವುದು ಎಂದು ಪ್ರಕಟಣೆಯಲ್ಲಿ ತಿಳಿಸಲಾಗಿದೆ. — [752, 852, 940, 871]
table-row — [603, 1319, 935, 1332]
masthead-rule — [0, 56, 945, 58]
table-row — [603, 1345, 935, 1358]
sidebar-divider — [744, 60, 745, 995]
logo-part2: ಮುಗಿಲು — [824, 6, 875, 28]
table-cell-amount: 14.75 — [783, 1280, 839, 1293]
table-row — [603, 1267, 935, 1280]
story5-para: ಕನಕದಾಸರ ತತ್ವ ಹಾಗೂ ಆದರ್ಶಗಳನ್ನು ಯುವ ಪೀಳಿಗೆ ಅಳವಡಿಸಿಕೊಳ್ಳಬೇಕು. ಶಿಕ್ಷಣಕ್ಕೆ ಹೆಚ್ಚಿನ ಒತ್ತು ನೀಡಿ ಸಮಾಜದ ಮುಖ್ಯವಾಹಿನಿಗೆ ಬರಬೇಕು ಎಂದು ಕರೆ ನೀಡಿದರು. ಸಮುದಾಯದ ಮುಖಂಡರು ಉಪಸ್ಥಿತರಿದ್ದರು. — [302, 1391, 590, 1410]
lead-para: ರಾಜ್ಯ ಕಬ್ಬು ಬೆಳೆಗಾರರ ಸಂಘದ ಅಧ್ಯಕ್ಷರು ಹಾಗೂ ರೈತ ಮುಖಂಡರು ಮಾತನಾಡಿ, ಕಬ್ಬು ಬೆಳೆಗಾರರಿಗೆ ಬಾಕಿ ಹಣ ಪಾವತಿ, ಕೃಷಿ ಪಂಪ್‌ಸೆಟ್‌ಗಳಿಗೆ ನಿರಂತರ ವಿದ್ಯುತ್, ಕೆರೆಗಳ ಒತ್ತುವರಿ ತೆರವು ಹಾಗೂ ಬೆಳೆ ವಿಮೆ ಪರಿಹಾರ ಬಿಡುಗಡೆ ಕುರಿತು ಸಭೆಯ ಗಮನ ಸೆಳೆದರು. — [6, 265, 186, 305]
table-cell-indent: DMA/2024-25/WT/WORK_INDENT19339 — [625, 1345, 783, 1358]
story4-col1 — [6, 1040, 176, 1358]
sidebar2-para: ಅರ್ಹ ಅಭ್ಯರ್ಥಿಗಳು ಅರ್ಜಿಯೊಂದಿಗೆ ಪದವಿ, ಸ್ನಾತಕೋತ್ತರ ಪದವಿ ಹಾಗೂ ಅನುಭವ ಪ್ರಮಾಣ ಪತ್ರಗಳ ದೃಢೀಕೃತ ಪ್ರತಿಗಳನ್ನು ಲಗತ್ತಿಸಿ ಕಾಲೇಜಿನ ಕಚೇರಿಗೆ ಸಲ್ಲಿಸಬಹುದು. ಕೊನೆಯ ದಿನಾಂಕದ ನಂತರ ಬಂದ ಅರ್ಜಿಗಳನ್ನು ಪರಿಗಣಿಸಲಾಗುವುದಿಲ್ಲ. ಹೆಚ್ಚಿನ ಮಾಹಿತಿಗಾಗಿ ದೂರವಾಣಿ ಸಂಖ್ಯೆ: 0821-2438931 ನ್ನು ಸಂಪರ್ಕಿಸಬಹುದಾಗಿದೆ. — [752, 520, 940, 570]
table-row — [603, 1332, 935, 1345]
table-row — [603, 1371, 935, 1384]
table-cell-amount: 20.00 — [783, 1267, 839, 1280]
sidebar1-para: ಅರ್ಹ ಅಭ್ಯರ್ಥಿಗಳು ಅರ್ಜಿಯೊಂದಿಗೆ ಪದವಿ, ಸ್ನಾತಕೋತ್ತರ ಪದವಿ ಹಾಗೂ ಅನುಭವ ಪ್ರಮಾಣ ಪತ್ರಗಳ ದೃಢೀಕೃತ ಪ್ರತಿಗಳನ್ನು ಲಗತ್ತಿಸಿ ಕಾಲೇಜಿನ ಕಚೇರಿಗೆ ಸಲ್ಲಿಸಬಹುದು. ಕೊನೆಯ ದಿನಾಂಕದ ನಂತರ ಬಂದ ಅರ್ಜಿಗಳನ್ನು ಪರಿಗಣಿಸಲಾಗುವುದಿಲ್ಲ. ಹೆಚ್ಚಿನ ಮಾಹಿತಿಗಾಗಿ ದೂರವಾಣಿ ಸಂಖ್ಯೆ: 0821-2438931 ನ್ನು ಸಂಪರ್ಕಿಸಬಹುದಾಗಿದೆ. — [752, 217, 940, 268]
table-cell-no: 9 — [603, 1319, 625, 1332]
table-cell-amount: 9.84 — [783, 1215, 839, 1228]
table-header-row — [603, 1194, 935, 1215]
story2-para: ವಿದ್ಯಾರ್ಥಿಗಳು ಪಠ್ಯದ ಜೊತೆಗೆ ಸಾಂಸ್ಕೃತಿಕ ಹಾಗೂ ಕ್ರೀಡಾ ಚಟುವಟಿಕೆಗಳಲ್ಲಿ ಸಕ್ರಿಯವಾಗಿ ಪಾಲ್ಗೊಳ್ಳುವುದರಿಂದ ಆತ್ಮವಿಶ್ವಾಸ ಹೆಚ್ಚುತ್ತದೆ. ಮೊಬೈಲ್ ಬಳಕೆಯನ್ನು ಮಿತಿಗೊಳಿಸಿ ಓದಿನ ಕಡೆ ಗಮನ ಹರಿಸಬೇಕು ಎಂದು ಸಲಹೆ ನೀಡಿದರು. — [82, 709, 196, 759]
table-cell-class: ಇತರೆ — [891, 1280, 935, 1293]
story3-col1 — [207, 562, 397, 982]
table-cell-indent: DMA/2024-25/OW/WORK_INDENT19278 — [625, 1306, 783, 1319]
ad3-org-en: CITY MUNICIPAL COUNCIL HUNSUR — [672, 1018, 865, 1030]
sidebar2-headline: ಹುದ್ದೆಗಳಿಗೆ ಅರ್ಜಿ ಆಹ್ವಾನ — [752, 468, 858, 483]
story2-para: ಹುಣಸೂರು: ತಾಲೂಕಿನ ಚಿಕ್ಕಬಿದರೆ ಗ್ರಾಮದ ಶ್ರೀ ಮಾರುತಿ ಪ್ರೌಢಶಾಲೆಯಲ್ಲಿ ಮಕ್ಕಳಲ್ಲಿರುವ ಪ್ರತಿಭೆಗಳನ್ನು ಗುರುತಿಸಿ ಪ್ರೋತ್ಸಾಹಿಸುವ ಪ್ರತಿಭಾನ್ವೇಷಣೆ ಕಾರ್ಯಕ್ರಮ ನಡೆಯಿತು. ವಿದ್ಯಾರ್ಥಿಗಳಿಗೆ ಗಾಯನ, ನೃತ್ಯ, ಭಾಷಣ, ಪ್ರಬಂಧ ಹಾಗೂ ಚಿತ್ರಕಲಾ ಸ್ಪರ್ಧೆಗಳನ್ನು ಏರ್ಪಡಿಸಲಾಗಿತ್ತು. — [6, 531, 196, 571]
table-cell-no: 7 — [603, 1293, 625, 1306]
ad2-org: ಪುರಸಭಾ ಕಾರ್ಯಾಲಯ, ಶ್ರೀರಂಗಪಟ್ಟಣ — [412, 1087, 542, 1098]
table-cell-no: 13 — [603, 1371, 625, 1384]
story4-para: ಜಿಲ್ಲಾ ವ್ಯಾಪ್ತಿಯಲ್ಲಿ 05 ಪರೀಕ್ಷಾ ಕೇಂದ್ರಗಳನ್ನು ಗುರುತಿಸಲಾಗಿದೆ. ಪರೀಕ್ಷೆಯು ಎರಡು ಪತ್ರಿಕೆಗಳಲ್ಲಿ ನಡೆಯಲಿದ್ದು, ಪತ್ರಿಕೆ-1ಕ್ಕೆ 711 ಅಭ್ಯರ್ಥಿಗಳು ಹಾಗೂ ಪತ್ರಿಕೆ-2ಕ್ಕೆ 1052 ಅಭ್ಯರ್ಥಿಗಳು ಸೇರಿ ಒಟ್ಟು 1200 ಅಭ್ಯರ್ಥಿಗಳು ಪರೀಕ್ಷೆ ಬರೆಯಲಿದ್ದಾರೆ. — [6, 1074, 176, 1114]
story2-body-mid — [82, 708, 196, 814]
sidebar2-para: ಮೈಸೂರು: ಚಾಮರಾಜೇಂದ್ರ ಸರ್ಕಾರಿ ದೃಶ್ಯಕಲಾ ಕಾಲೇಜು ಸಾಲಿನ 2024-25 ನೇ ಸಾಲಿಗೆ ಅತಿಥಿ ಉಪನ್ಯಾಸಕರ ಹುದ್ದೆಗಳನ್ನು ತಾತ್ಕಾಲಿಕವಾಗಿ ಭರ್ತಿ ಮಾಡಲು ಅರ್ಹ ಅಭ್ಯರ್ಥಿಗಳಿಂದ ಅರ್ಜಿ ಆಹ್ವಾನಿಸಲಾಗಿದೆ. — [752, 487, 940, 516]
section-rule — [0, 1362, 590, 1363]
ad3-email: E-mail : ltstaff_ulb_hunsur@yahoo.co.in — [602, 1040, 746, 1049]
lead-col2 — [192, 266, 364, 484]
table-cell-emd: 13750/- — [839, 1306, 891, 1319]
table-cell-no: 2 — [603, 1228, 625, 1241]
story3-col2 — [402, 684, 564, 982]
table-cell-emd: 12625/- — [839, 1358, 891, 1371]
table-cell-amount: 14.75 — [783, 1254, 839, 1267]
story3-para: ಜನರು ಕಚೇರಿಗೆ ಬಂದಾಗ ಅವರೊಂದಿಗೆ ಸೌಜನ್ಯದಿಂದ ವರ್ತಿಸಬೇಕು. ಅವರ ಸಮಸ್ಯೆಗಳನ್ನು ತಾಳ್ಮೆಯಿಂದ ಆಲಿಸಿ ಪರಿಹಾರ ಒದಗಿಸಬೇಕು. ಸರ್ಕಾರದ ಯೋಜನೆಗಳು ಕಟ್ಟಕಡೆಯ ವ್ಯಕ್ತಿಗೂ ತಲುಪುವಂತೆ ಕೆಲಸ ಮಾಡಬೇಕು ಎಂದು ಸೂಚಿಸಿದರು. — [207, 693, 397, 723]
lead-para: ರೈತರು ಬೆಳೆದ ಬೆಳೆಗಳಿಗೆ ವೈಜ್ಞಾನಿಕ ಬೆಲೆ ಸಿಗುವಂತಾಗಬೇಕು. ಸರ್ಕಾರದ ಯೋಜನೆಗಳ ಸೌಲಭ್ಯವನ್ನು ಅರ್ಹ ಫಲಾನುಭವಿಗಳಿಗೆ ತಲುಪಿಸಲು ಅಧಿಕಾರಿಗಳು ಶ್ರಮಿಸಬೇಕು. ಗ್ರಾಮ ಮಟ್ಟದಲ್ಲಿ ರೈತರ ಸಂಪರ್ಕ ಸಭೆಗಳನ್ನು ನಿಯಮಿತವಾಗಿ ನಡೆಸಬೇಕು ಎಂದು ಸಭೆಯಲ್ಲಿ ಒತ್ತಾಯಿಸಲಾಯಿತು. — [548, 145, 738, 185]
logo-part1: ಸಂಜೆ — [772, 5, 806, 29]
table-cell-emd: 36875/- — [839, 1254, 891, 1267]
section-rule — [0, 996, 945, 997]
story4-headline: 30ರಂದು ಶಿಕ್ಷಕರ ಅರ್ಹತಾ ಪರೀಕ್ಷೆ — [6, 1004, 292, 1034]
table-cell-indent: DMA/2024-25/OW/WORK_INDENT19277 — [625, 1293, 783, 1306]
story5-headline: ಕನಕ ಭವನಕ್ಕೆ 10 ಲಕ್ಷ ರೂಪಾಯಿ ಧನ ಸಹಾಯ — [6, 1366, 273, 1386]
story5-col1 — [6, 1390, 296, 1486]
table-cell-class: ಇತರೆ — [891, 1345, 935, 1358]
table-cell-class: ಪರಿಶಿಷ್ಟ ಜಾತಿ — [891, 1332, 935, 1345]
lead-para: ರಾಜ್ಯ ಕಬ್ಬು ಬೆಳೆಗಾರರ ಸಂಘದ ಅಧ್ಯಕ್ಷರು ಹಾಗೂ ರೈತ ಮುಖಂಡರು ಮಾತನಾಡಿ, ಕಬ್ಬು ಬೆಳೆಗಾರರಿಗೆ ಬಾಕಿ ಹಣ ಪಾವತಿ, ಕೃಷಿ ಪಂಪ್‌ಸೆಟ್‌ಗಳಿಗೆ ನಿರಂತರ ವಿದ್ಯುತ್, ಕೆರೆಗಳ ಒತ್ತುವರಿ ತೆರವು ಹಾಗೂ ಬೆಳೆ ವಿಮೆ ಪರಿಹಾರ ಬಿಡುಗಡೆ ಕುರಿತು ಸಭೆಯ ಗಮನ ಸೆಳೆದರು. — [548, 221, 738, 262]
ad1-headline: ಕ್ರೀಡಾಕೂಟಕ್ಕೆ ಊಟದ ವ್ಯವಸ್ಥೆ — [418, 1002, 536, 1017]
ad2-tender-box — [364, 1082, 590, 1358]
table-cell-amount: 5.05 — [783, 1358, 839, 1371]
table-cell-emd: 36875/- — [839, 1280, 891, 1293]
sidebar1-para: ಆದೇಶವನ್ನು ಉಲ್ಲಂಘಿಸುವವರ ವಿರುದ್ಧ ಕಾನೂನು ರೀತ್ಯಾ ಕ್ರಮ ಜರುಗಿಸಲಾಗುವುದು ಎಂದು ಪ್ರಕಟಣೆಯಲ್ಲಿ ತಿಳಿಸಲಾಗಿದೆ. — [752, 194, 940, 214]
story4-para: ಅಭ್ಯರ್ಥಿಗಳ ಅನುಕೂಲಕ್ಕಾಗಿ ಸಹಾಯವಾಣಿ ತೆರೆಯಲಾಗಿದ್ದು, ಸಾರಿಗೆ ವ್ಯವಸ್ಥೆ ಕಲ್ಪಿಸುವಂತೆ ಕೆಎಸ್ಆರ್‌ಟಿಸಿ ಅಧಿಕಾರಿಗಳಿಗೆ ಸೂಚಿಸಲಾಗಿದೆ ಎಂದು ಜಿಲ್ಲಾಧಿಕಾರಿ ತಿಳಿಸಿದ್ದಾರೆ. — [182, 1128, 356, 1158]
